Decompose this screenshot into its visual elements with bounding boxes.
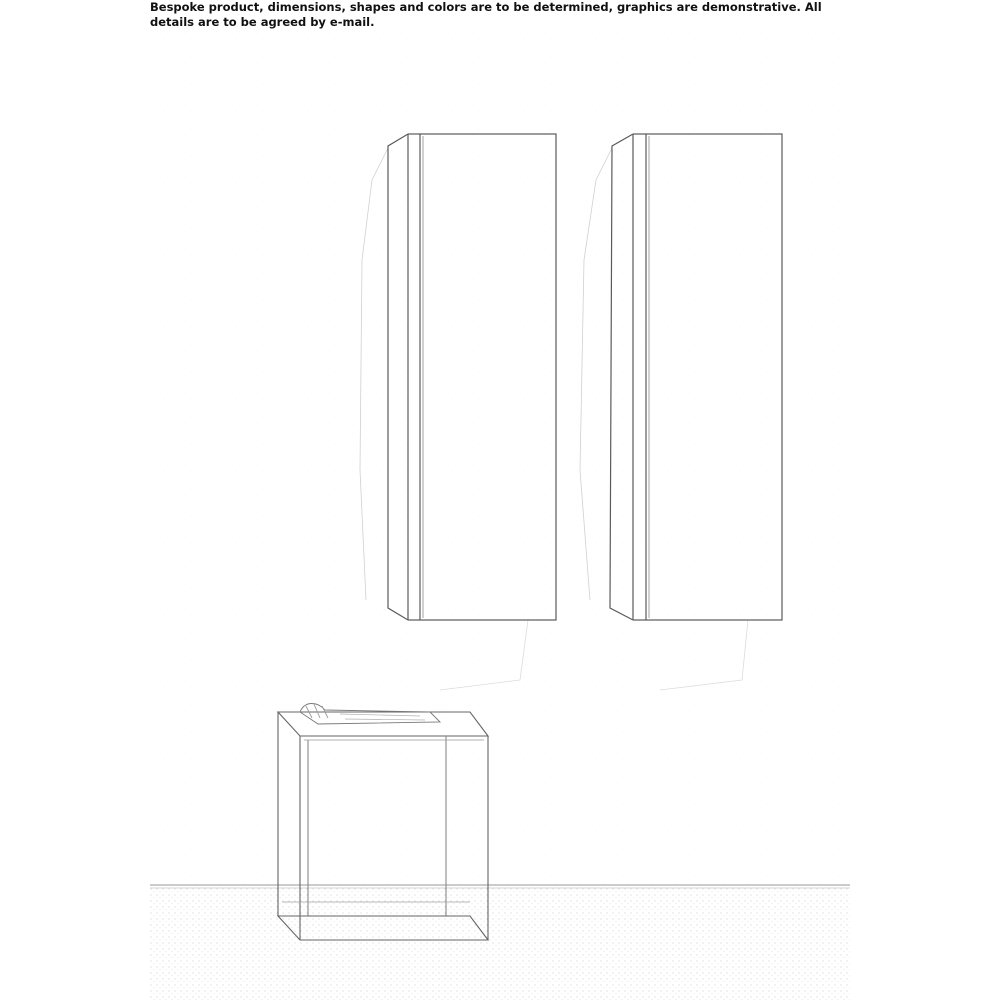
floor <box>150 885 850 1000</box>
disclaimer-text: Bespoke product, dimensions, shapes and colors are to be determined, graphics are demonstrative. All details are to be agreed by e-mail. <box>150 0 822 29</box>
wall-area <box>150 30 850 885</box>
